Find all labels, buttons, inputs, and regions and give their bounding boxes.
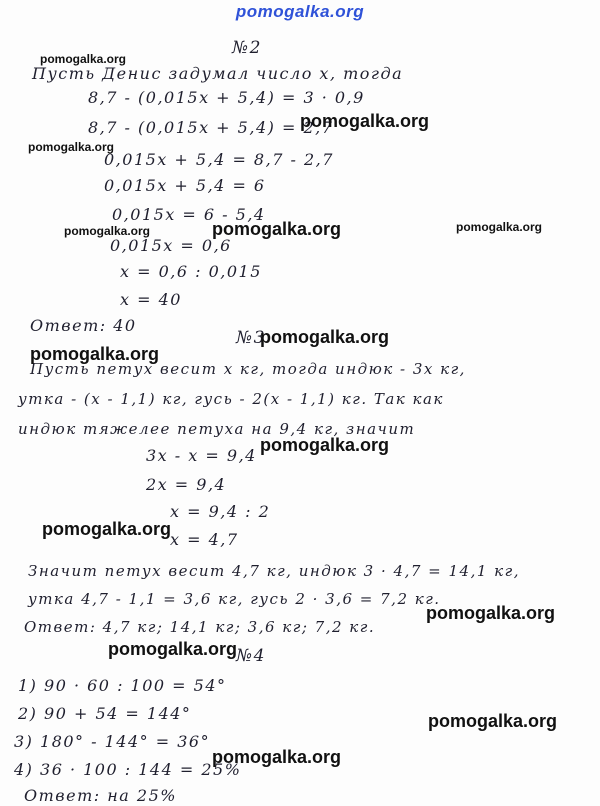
watermark: pomogalka.org [28,140,115,154]
task3-text: Пусть петух весит х кг, тогда индюк - 3х кг, [30,360,466,378]
task4-line: 2) 90 + 54 = 144° [18,704,192,723]
task3-answer: Ответ: 4,7 кг; 14,1 кг; 3,6 кг; 7,2 кг. [24,618,376,636]
task3-conclusion: утка 4,7 - 1,1 = 3,6 кг, гусь 2 · 3,6 = 7,2 кг. [28,590,441,608]
task2-number: №2 [232,38,262,58]
task3-line: х = 9,4 : 2 [170,502,271,521]
task4-line: 3) 180° - 144° = 36° [14,732,211,751]
site-logo[interactable]: pomogalka.org [235,2,365,21]
watermark: pomogalka.org [300,111,430,131]
task3-number: №3 [236,328,266,348]
task3-line: 2х = 9,4 [146,475,227,494]
task4-number: №4 [236,646,266,666]
task3-text: индюк тяжелее петуха на 9,4 кг, значит [18,420,416,438]
task2-line: х = 0,6 : 0,015 [120,262,262,281]
watermark: pomogalka.org [108,639,238,659]
task2-line: 0,015х = 0,6 [110,236,232,255]
task4-answer: Ответ: на 25% [24,786,177,805]
task2-answer: Ответ: 40 [30,316,137,335]
task2-line: 8,7 - (0,015х + 5,4) = 3 · 0,9 [88,88,365,107]
watermark: pomogalka.org [260,435,390,455]
task2-line: 8,7 - (0,015х + 5,4) = 2,7 [88,118,334,137]
watermark: pomogalka.org [428,711,558,731]
watermark: pomogalka.org [212,747,342,767]
task2-line: х = 40 [120,290,182,309]
task3-line: х = 4,7 [170,530,239,549]
task2-line: 0,015х = 6 - 5,4 [112,205,266,224]
watermark: pomogalka.org [30,344,160,364]
watermark: pomogalka.org [40,52,127,66]
task2-line: 0,015х + 5,4 = 8,7 - 2,7 [104,150,334,169]
task3-line: 3х - х = 9,4 [146,446,257,465]
watermark: pomogalka.org [426,603,556,623]
task2-intro: Пусть Денис задумал число х, тогда [32,64,404,83]
task3-conclusion: Значит петух весит 4,7 кг, индюк 3 · 4,7 = 14,1 кг, [28,562,520,580]
watermark: pomogalka.org [42,519,172,539]
task4-line: 4) 36 · 100 : 144 = 25% [14,760,242,779]
watermark: pomogalka.org [260,327,390,347]
watermark: pomogalka.org [212,219,342,239]
watermark: pomogalka.org [456,220,543,234]
watermark: pomogalka.org [64,224,151,238]
task4-line: 1) 90 · 60 : 100 = 54° [18,676,227,695]
task3-text: утка - (х - 1,1) кг, гусь - 2(х - 1,1) кг. Так как [18,390,444,408]
task2-line: 0,015х + 5,4 = 6 [104,176,266,195]
